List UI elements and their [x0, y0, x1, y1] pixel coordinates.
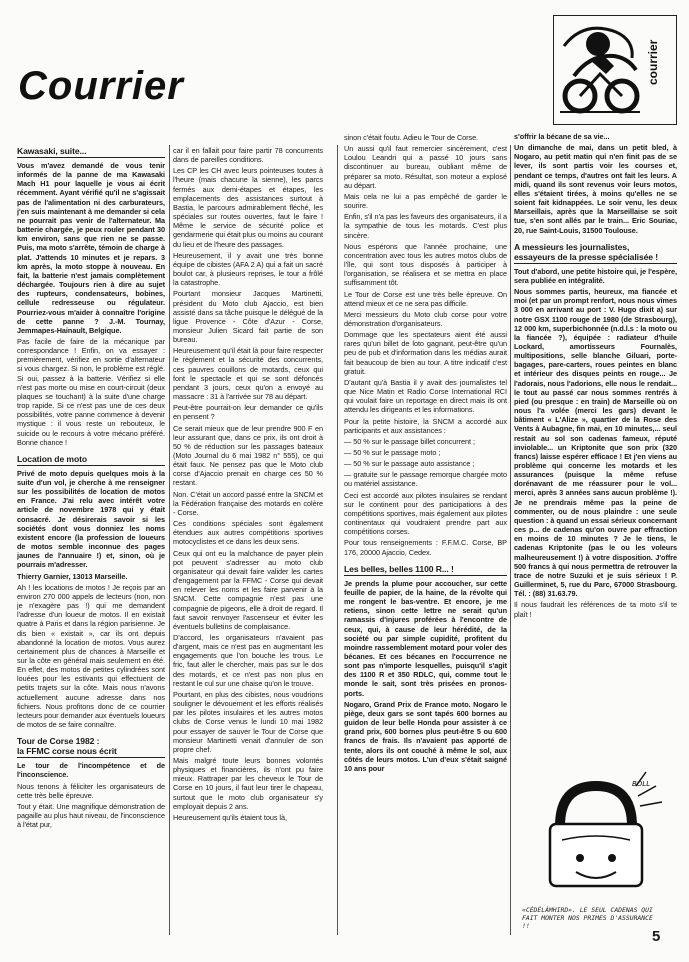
rider-illustration-icon [554, 16, 646, 120]
column-2 [173, 146, 323, 938]
letter-paragraph: Mais malgré toute leurs bonnes volontés physiques et financières, ils n'ont pu faire mieux. Rattraper par les cheveux le Tour de Corse en 10 jours, il faut leur tirer le chapeau, surtout que le moto club organisateur s'y employait depuis 2 ans. [173, 756, 323, 811]
letter-paragraph: Nogaro, Grand Prix de France moto. Nogaro le piège, deux gars se sont tapés 600 bornes au guidon de leur belle Honda pour assister à ce grand prix, 600 bornes plus peut-être 5 ou 600 francs de frais. Ils n'avaient pas apporté de tente, alors ils ont couché à même le sol, aux côtés de leurs motos. L'un d'eux s'était saigné 10 ans pour [344, 699, 507, 773]
section-heading-line: la FFMC corse nous écrit [17, 746, 117, 757]
reply-paragraph: Pas facile de faire de la mécanique par correspondance ! Enfin, on va essayer : premièrement, vérifiez en sortie d'alternateur si vous chargez. Si non, le problème est réglé. Si oui, passez à la batterie. Vérifiez si elle n'est pas morte ou mise en court-circuit (deux plaques se touchant) à la suite d'une charge trop rapide. Si ce n'est pas une de ces deux possibilités, votre panne commence à devenir mystique : il vous reste un rebouteux, le suicide ou le recours à votre mécano préféré. Bonne chance ! [17, 336, 165, 447]
letter-paragraph: Nous sommes partis, heureux, ma fiancée et moi (et par un prompt renfort, nous nous vîmes 3 000 en arrivant au port : V. Hugo dixit a) sur notre GSX 1100 rouge de 1980 (de Strasbourg), 12 000 km, superbichonnée (n.d.l.s : la moto ou la fiancée ?), équipée : radiateur d'huile Lockard, amortisseurs Fournalès, multipositions, selle blanche Giluari, porte-bagages, pare-carters, roues peintes en blanc et intérieur des disques peints en rouge... Je l'adorais, nous l'adorions, elle nous le rendait... le tout au passé car nous sommes rentrés à pied (ou presque : en train) de Marseille où on nous l'a volée (merci les gars) devant le bâtiment « L'Alize », quartier de la Rose des Vents à Aubagne, fin mai, en 10 minutes,... seul restait au sol son cadenas fameux, réputé inviolable... un Kriptonite que son prix (320 francs) laisse espérer efficace ! Et j'en viens au problème qui concerne les motards et les assurances (puisque la même refuse dorénavant de me réassurer pour le vol... merci, après 3 années sans aucun problème !). Je ne prendrais même pas la peine de commenter, ou de nous plaindre : une seule question : à quand un essai sérieux concernant ces p... de cadenas qu'on ouvre par effraction en moins de 10 minutes ? Je le tiens, le cadenas Kriptonite (pas le ou les voleurs malheureusement !) à votre disposition. J'offre 500 francs à qui nous permettra de retrouver la trace de notre Suzuki et je suis sérieux ! P. Guillerminet, 5, rue du Parc, 67000 Strasbourg. Tél. : (88) 31.63.79. [514, 287, 677, 599]
letter-paragraph: Pourtant monsieur Jacques Martinetti, président du Moto club Ajaccio, est bien assisté dans sa tâche puisque le délégué de la ligue Provence - Côte d'Azur - Corse, monsieur Julien Sicard fait partie de son bureau. [173, 289, 323, 345]
letter-paragraph: Dommage que les spectateurs aient été aussi rares qu'un billet de loto gagnant, peut-être qu'un peu de pub et d'information dans les médias aurait fait beaucoup de bien au tour. A titre indicatif c'est gratuit. [344, 330, 507, 376]
reply-paragraph: Ah ! les locations de motos ! Je reçois par an environ 270 000 appels de lecteurs (non, non je n'exagère pas !) qui me demandent l'adresse d'un loueur de motos. Il en existait quatre à Paris et dans la région parisienne. Je dis bien « existait », car ils ont depuis abandonné la location de motos. Vous aurez certainement plus de chances à Marseille et sur la côte en général mais seulement en été. En effet, des motos de petites cylindrées sont louées pour les estivants qui effectuent de petits trajets sur la côte. Mais nous n'avons actuellement aucune adresse dans nos fichiers. Nous profitons donc de ce courrier lecteurs pour demander aux éventuels loueurs de motos de se faire connaître. [17, 582, 165, 730]
section-heading [17, 736, 165, 758]
reply-paragraph: Il nous faudrait les références de ta moto s'il te plaît ! [514, 600, 677, 619]
section-heading-line: Tour de Corse 1982 : [17, 736, 100, 747]
column-4 [514, 132, 677, 768]
letter-paragraph: Tout y était. Une magnifique démonstration de pagaille au plus haut niveau, de l'inconscience à l'état pur, [17, 801, 165, 830]
letter-paragraph: Ceci est accordé aux pilotes insulaires se rendant sur le continent pour des participations à des compétitions sportives, mais également aux pilotes continentaux qui voudraient prendre part aux compétitions corses. [344, 490, 507, 537]
letter-signature: Thierry Garnier, 13013 Marseille. [17, 571, 128, 581]
column-divider [337, 145, 338, 935]
letter-paragraph: Pourtant, en plus des cibistes, nous voudrions souligner le dévouement et les efforts réalisés par les pilotes insulaires et les autres motos clubs de Corse venus le lundi 10 mai 1982 pour essayer de sauver le Tour de Corse que monsieur Martinetti venait d'annuler de son propre chef. [173, 689, 323, 754]
letter-paragraph: Heureusement qu'ils étaient tous là, [173, 812, 287, 822]
letter-paragraph: s'offrir la bécane de sa vie... [514, 132, 610, 141]
letter-paragraph: D'accord, les organisateurs n'avaient pas d'argent, mais ce n'est pas en augmentant les engagements que l'on bouche les trous. Le fric, faut aller le chercher, mais pas sur le dos des motards, et ce n'est pas non plus en restant le cul sur une chaise qu'on le trouve. [173, 632, 323, 688]
letter-paragraph: Nous tenons à féliciter les organisateurs de cette très belle épreuve. [17, 781, 165, 800]
letter-paragraph: Le tour de l'incompétence et de l'inconscience. [17, 761, 165, 780]
section-heading: Les belles, belles 1100 R... ! [344, 564, 507, 576]
letter-paragraph: Ceux qui ont eu la malchance de payer plein pot peuvent s'adresser au moto club organisateur qui devait faire valider les cartes d'engagement par la FFMC - Corse qui devait en relever les noms et les faire parvenir à la SNCM. Cette compagnie n'est pas une compagnie de pigeons, elle à droit de regard. Il faut savoir renvoyer l'ascenseur et éviter les éventuels bulletins de complaisance. [173, 548, 323, 631]
section-heading-line: essayeurs de la presse spécialisée ! [514, 251, 659, 262]
letter-paragraph: Un aussi qu'il faut remercier sincèrement, c'est Loulou Leandri qui a passé 10 jours sans discontinuer au bureau, oubliant même de préparer sa moto. Résultat, son moteur a explosé au départ. [344, 144, 507, 190]
letter-paragraph: Heureusement qu'il était là pour faire respecter le règlement et la sécurité des concurrents, ces pauvres couillons de motards, ceux qui font le spectacle et qui se sont défoncés pendant 3 jours, ceux qu'on a envoyé au massacre : 31 à l'arrivée sur 78 au départ. [173, 346, 323, 402]
letter-paragraph: Les CP les CH avec leurs pointeuses toutes à l'heure (mais chacune la sienne), les parcs fermés aux demi-étapes et étapes, les emplacements des assistances surtout à Bastia, le parcours admirablement fléché, les spéciales sur routes ouvertes, faut le faire ! Même le service de sécurité police et gendarmerie qui était plus ou moins au courant du lieu et de l'heure des passages. [173, 166, 323, 249]
column-1 [17, 146, 165, 938]
cartoon-signature: BOLL [632, 780, 651, 788]
letter-paragraph: Ce serait mieux que de leur prendre 900 F en leur assurant que, dans ce prix, ils ont droit à 50 % de réduction sur les passages bateaux (Moto Journal du 6 mai 1982 n° 555), ce qui était faux. Ne pensez pas que le Moto club corse d'Ajaccio prenait en charge ces 50 % restant. [173, 423, 323, 488]
list-item: — 50 % sur le passage auto assistance ; [344, 459, 475, 469]
list-item: — gratuite sur le passage remorque chargée moto ou matériel assistance. [344, 470, 507, 489]
logo-word: courrier [646, 39, 660, 85]
section-heading [514, 242, 677, 264]
letter-paragraph: car il en fallait pour faire partir 78 concurrents dans de pareilles conditions. [173, 146, 323, 165]
letter-paragraph: Le Tour de Corse est une très belle épreuve. On attend mieux et ce ne sera pas difficile. [344, 289, 507, 308]
section-heading-line: A messieurs les journalistes, [514, 241, 630, 252]
list-item: — 50 % sur le passage moto ; [344, 448, 441, 457]
letter-paragraph: Tout d'abord, une petite histoire qui, je l'espère, sera publiée en intégralité. [514, 266, 677, 285]
letter-paragraph: Vous m'avez demandé de vous tenir informés de la panne de ma Kawasaki Mach H1 pour laquelle je vous ai écrit récemment. Ayant vérifié qu'il ne s'agissait pas de l'alimentation ni des carburateurs, j'en suis maintenant à me demander si cela ne pourrait pas venir de l'alternateur. Ma batterie chargée, je peux rouler pendant 30 km environ, sans que rien ne se passe. Puis, ma moto s'arrête, témoin de charge à plat. J'attends 10 minutes et je repars. 3 km après, la moto stoppe à nouveau. En fait, la batterie n'est jamais complètement déchargée. Toujours rien à dire au sujet des rupteurs, condensateurs, bobines, cellule redresseuse ou régulateur. Pourriez-vous m'aider à connaître l'origine de cette panne ? J.-M. Tournay, Jemmapes-Hainault, Belgique. [17, 161, 165, 335]
letter-paragraph: Pour la petite histoire, la SNCM a accordé aux participants et aux assistances : [344, 416, 507, 435]
letter-paragraph: Je prends la plume pour accoucher, sur cette feuille de papier, de la haine, de la révolte qui me rongent le bas-ventre. Et encore, je me retiens, sinon cette lettre ne serait qu'un ramassis d'injures proférées à l'encontre de ceux, qui, à cause de leur hérédité, de la société ou par simple cupidité, profitent du moindre rassemblement motard pour voler des bécanes. Et ces bécanes en l'occurrence ne sont pas n'importe lesquelles, puisqu'il s'agit des 1100 R et 350 RDLC, qui, comme tout le monde le sait, sont très prisées en pronos-ports. [344, 578, 507, 698]
column-divider [169, 145, 170, 935]
letter-paragraph: D'autant qu'à Bastia il y avait des journalistes tel que Nice Matin et Radio Corse International RCI qui voulait faire un reportage en direct mais ils ont attendu les dirigeants et les informations. [344, 377, 507, 415]
cartoon-caption: «CÉDÉLÀMHIRD». LE SEUL CADENAS QUI FAIT MONTER NOS PRIMES D'ASSURANCE !! [522, 906, 653, 930]
section-heading: Location de moto [17, 454, 165, 466]
letter-paragraph: Heureusement, il y avait une très bonne équipe de cibistes (AFA 2 A) qui a fait un sacré boulot car, à plusieurs reprises, le tour a frôlé la catastrophe. [173, 250, 323, 288]
letter-paragraph: Merci messieurs du Moto club corse pour votre démonstration d'organisateurs. [344, 309, 507, 328]
page-number: 5 [652, 928, 661, 945]
letter-paragraph: Enfin, s'il n'a pas les faveurs des organisateurs, il a la sympathie de tous les motards. C'est plus sincère. [344, 212, 507, 240]
list-item: — 50 % sur le passage billet concurrent ; [344, 436, 475, 446]
letter-paragraph: Un dimanche de mai, dans un petit bled, à Nogaro, au petit matin qui n'en finit pas de se lever, ils sont partis voir les courses et, pendant ce temps, d'autres ont fait les leurs. A midi, quand ils sont revenus voir leurs motos, elles s'étaient tirées, à moins qu'elles ne se soient fait kidnappées. Le soir venu, les deux Marseillais, après que la Marseillaise se soit tue, s'en sont allés par le train... Eric Souriac, 20, rue Saint-Louis, 31500 Toulouse. [514, 143, 677, 235]
letter-paragraph: Ces conditions spéciales sont également étendues aux autres compétitions sportives motocyclistes et ce dans les deux sens. [173, 519, 323, 547]
letter-paragraph: Nous espérons que l'année prochaine, une concentration avec tous les autres motos clubs de l'île, qui sont tous disposés à participer à l'organisation, se réalisera et se mettra en place suffisamment tôt. [344, 241, 507, 288]
letter-paragraph: Peut-être pourrait-on leur demander ce qu'ils en pensent ? [173, 403, 323, 422]
section-heading: Kawasaki, suite... [17, 146, 165, 158]
letter-paragraph: Non. C'était un accord passé entre la SNCM et la Fédération française des motards en colère - Corse. [173, 489, 323, 517]
page-title: Courrier [18, 64, 184, 108]
letter-paragraph: Privé de moto depuis quelques mois à la suite d'un vol, je cherche à me renseigner sur les possibilités de location de motos en France. J'ai relu avec intérêt votre article de novembre 1978 qui y était consacré. Je désirerais savoir si les sociétés dont vous donniez les noms existent encore (la profession de loueurs de motos semble inconnue des pages jaunes de l'annuaire !) et, sinon, où je pourrais m'adresser. [17, 468, 165, 570]
letter-paragraph: sinon c'était foutu. Adieu le Tour de Corse. [344, 133, 479, 142]
letter-paragraph: Mais cela ne lui a pas empêché de garder le sourire. [344, 191, 507, 211]
padlock-cartoon-icon [520, 766, 672, 906]
letter-paragraph: Pour tous renseignements : F.F.M.C. Corse, BP 176, 20000 Ajaccio, Cedex. [344, 538, 507, 557]
column-3 [344, 133, 507, 925]
column-divider [510, 145, 511, 935]
